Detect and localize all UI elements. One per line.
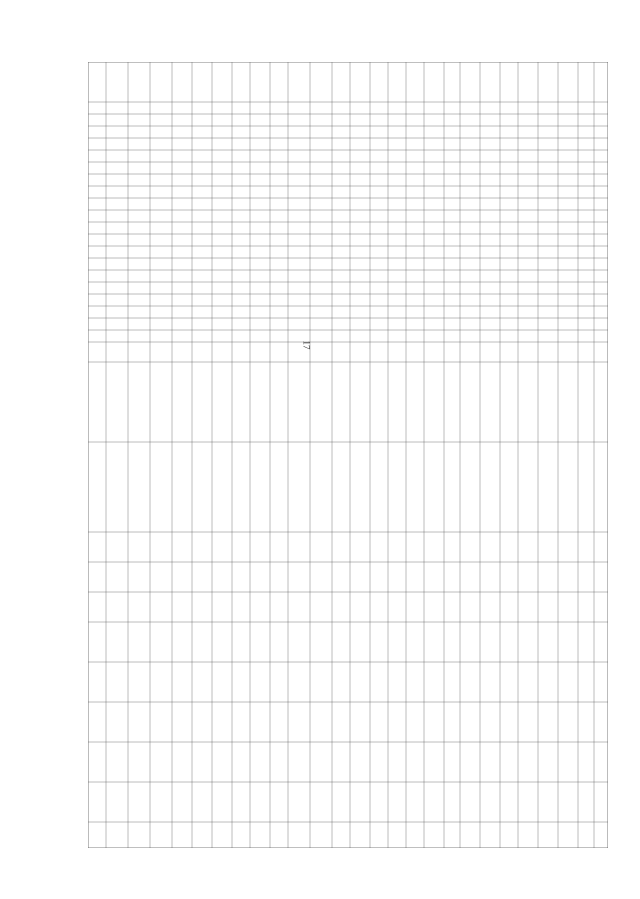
rotated-program-table [88,62,608,848]
page-number: 17 [301,340,312,350]
table-grid [88,62,608,848]
